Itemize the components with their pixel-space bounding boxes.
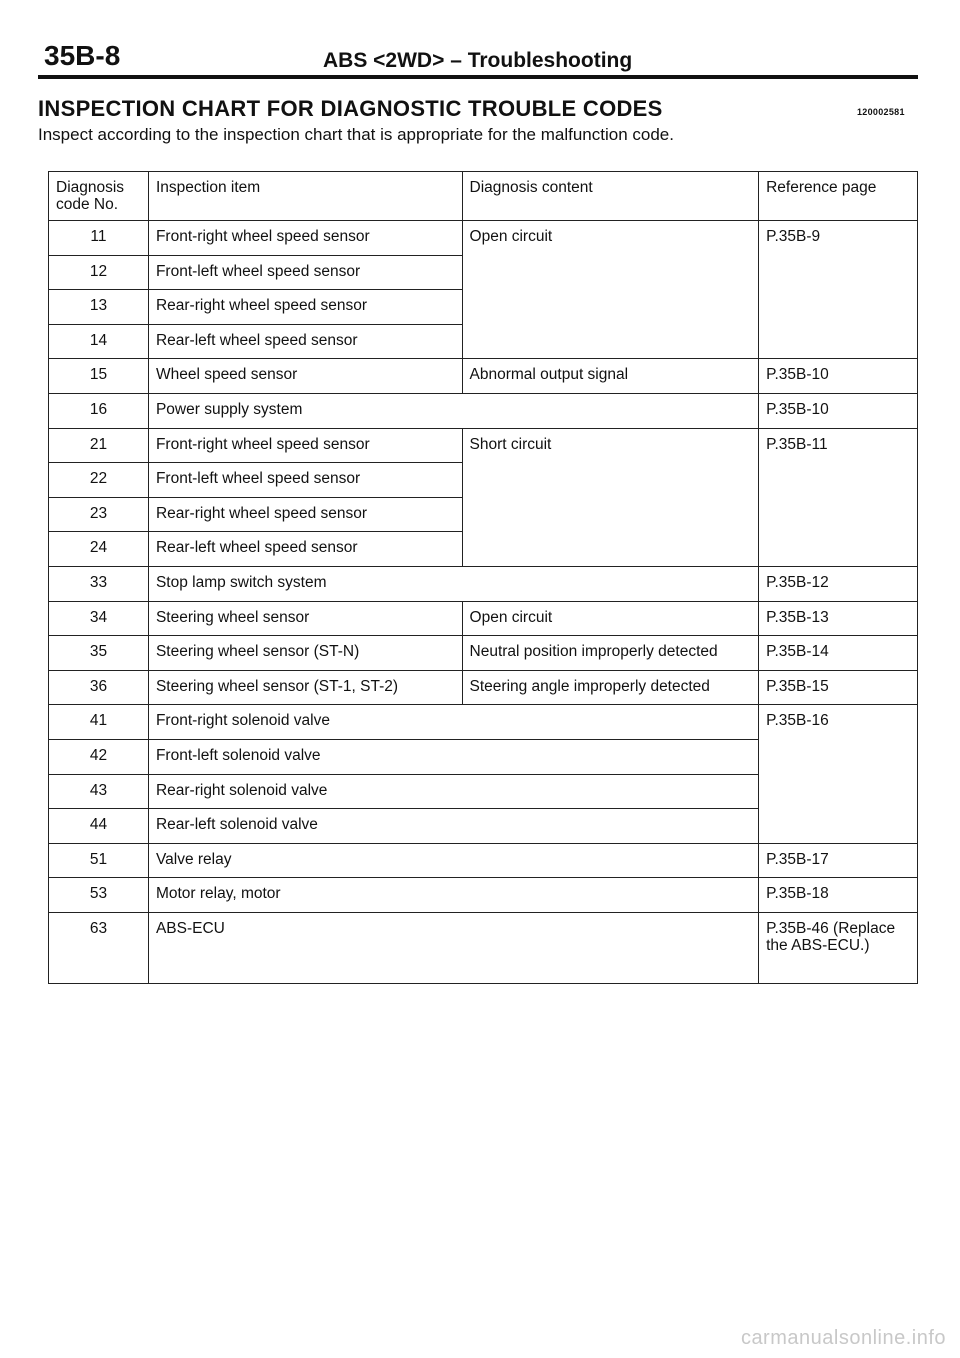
header-diagnosis-content: Diagnosis content	[462, 172, 759, 221]
item-cell: Rear-right wheel speed sensor	[148, 290, 462, 325]
header-reference-page: Reference page	[759, 172, 918, 221]
code-cell: 14	[49, 324, 149, 359]
code-cell: 34	[49, 601, 149, 636]
item-cell: Front-left solenoid valve	[148, 739, 758, 774]
code-cell: 21	[49, 428, 149, 463]
ref-cell: P.35B-14	[759, 636, 918, 671]
code-cell: 16	[49, 393, 149, 428]
code-cell: 53	[49, 878, 149, 913]
code-cell: 42	[49, 739, 149, 774]
watermark: carmanualsonline.info	[740, 1327, 946, 1349]
item-cell: Steering wheel sensor	[148, 601, 462, 636]
document-id: 120002581	[857, 107, 905, 117]
code-cell: 51	[49, 843, 149, 878]
table-row	[49, 843, 918, 878]
code-cell: 41	[49, 705, 149, 740]
content-cell: Steering angle improperly detected	[462, 670, 759, 705]
ref-cell: P.35B-9	[759, 221, 918, 359]
item-cell: Wheel speed sensor	[148, 359, 462, 394]
ref-cell: P.35B-15	[759, 670, 918, 705]
table-row	[49, 878, 918, 913]
item-cell: Steering wheel sensor (ST-1, ST-2)	[148, 670, 462, 705]
item-cell: Rear-left solenoid valve	[148, 809, 758, 844]
item-cell: Front-right wheel speed sensor	[148, 221, 462, 256]
intro-text: Inspect according to the inspection chart that is appropriate for the malfunction code.	[38, 125, 674, 144]
item-cell: Front-right wheel speed sensor	[148, 428, 462, 463]
table-row	[49, 636, 918, 671]
item-cell: ABS-ECU	[148, 912, 758, 983]
table-row	[49, 428, 918, 463]
code-cell: 36	[49, 670, 149, 705]
code-cell: 23	[49, 497, 149, 532]
ref-cell: P.35B-10	[759, 393, 918, 428]
ref-cell: P.35B-11	[759, 428, 918, 566]
code-cell: 24	[49, 532, 149, 567]
code-cell: 44	[49, 809, 149, 844]
item-cell: Steering wheel sensor (ST-N)	[148, 636, 462, 671]
table-row	[49, 705, 918, 740]
ref-cell: P.35B-12	[759, 566, 918, 601]
item-cell: Rear-left wheel speed sensor	[148, 532, 462, 567]
code-cell: 35	[49, 636, 149, 671]
ref-cell: P.35B-18	[759, 878, 918, 913]
item-cell: Front-left wheel speed sensor	[148, 463, 462, 498]
item-cell: Valve relay	[148, 843, 758, 878]
section-title: INSPECTION CHART FOR DIAGNOSTIC TROUBLE CODES	[38, 96, 663, 121]
content-cell: Neutral position improperly detected	[462, 636, 759, 671]
code-cell: 33	[49, 566, 149, 601]
table-row	[49, 601, 918, 636]
item-cell: Front-left wheel speed sensor	[148, 255, 462, 290]
inspection-chart-table	[48, 171, 918, 984]
item-cell: Power supply system	[148, 393, 758, 428]
table-row	[49, 359, 918, 394]
ref-cell: P.35B-17	[759, 843, 918, 878]
item-cell: Motor relay, motor	[148, 878, 758, 913]
content-cell: Abnormal output signal	[462, 359, 759, 394]
header-title: ABS <2WD> – Troubleshooting	[323, 49, 633, 72]
item-cell: Rear-left wheel speed sensor	[148, 324, 462, 359]
header-diagnosis-code: Diagnosis code No.	[49, 172, 149, 221]
header-inspection-item: Inspection item	[148, 172, 462, 221]
ref-cell: P.35B-10	[759, 359, 918, 394]
page-number: 35B-8	[44, 40, 121, 71]
table-row	[49, 566, 918, 601]
code-cell: 43	[49, 774, 149, 809]
item-cell: Rear-right wheel speed sensor	[148, 497, 462, 532]
table-row	[49, 221, 918, 256]
code-cell: 12	[49, 255, 149, 290]
table-row	[49, 670, 918, 705]
item-cell: Rear-right solenoid valve	[148, 774, 758, 809]
code-cell: 63	[49, 912, 149, 983]
ref-cell: P.35B-16	[759, 705, 918, 843]
code-cell: 15	[49, 359, 149, 394]
code-cell: 22	[49, 463, 149, 498]
header-rule	[38, 75, 918, 79]
ref-cell: P.35B-13	[759, 601, 918, 636]
content-cell: Short circuit	[462, 428, 759, 566]
code-cell: 11	[49, 221, 149, 256]
table-row	[49, 912, 918, 983]
code-cell: 13	[49, 290, 149, 325]
content-cell: Open circuit	[462, 601, 759, 636]
item-cell: Stop lamp switch system	[148, 566, 758, 601]
table-header-row	[49, 172, 918, 221]
item-cell: Front-right solenoid valve	[148, 705, 758, 740]
ref-cell: P.35B-46 (Replace the ABS-ECU.)	[759, 912, 918, 983]
table-row	[49, 393, 918, 428]
content-cell: Open circuit	[462, 221, 759, 359]
